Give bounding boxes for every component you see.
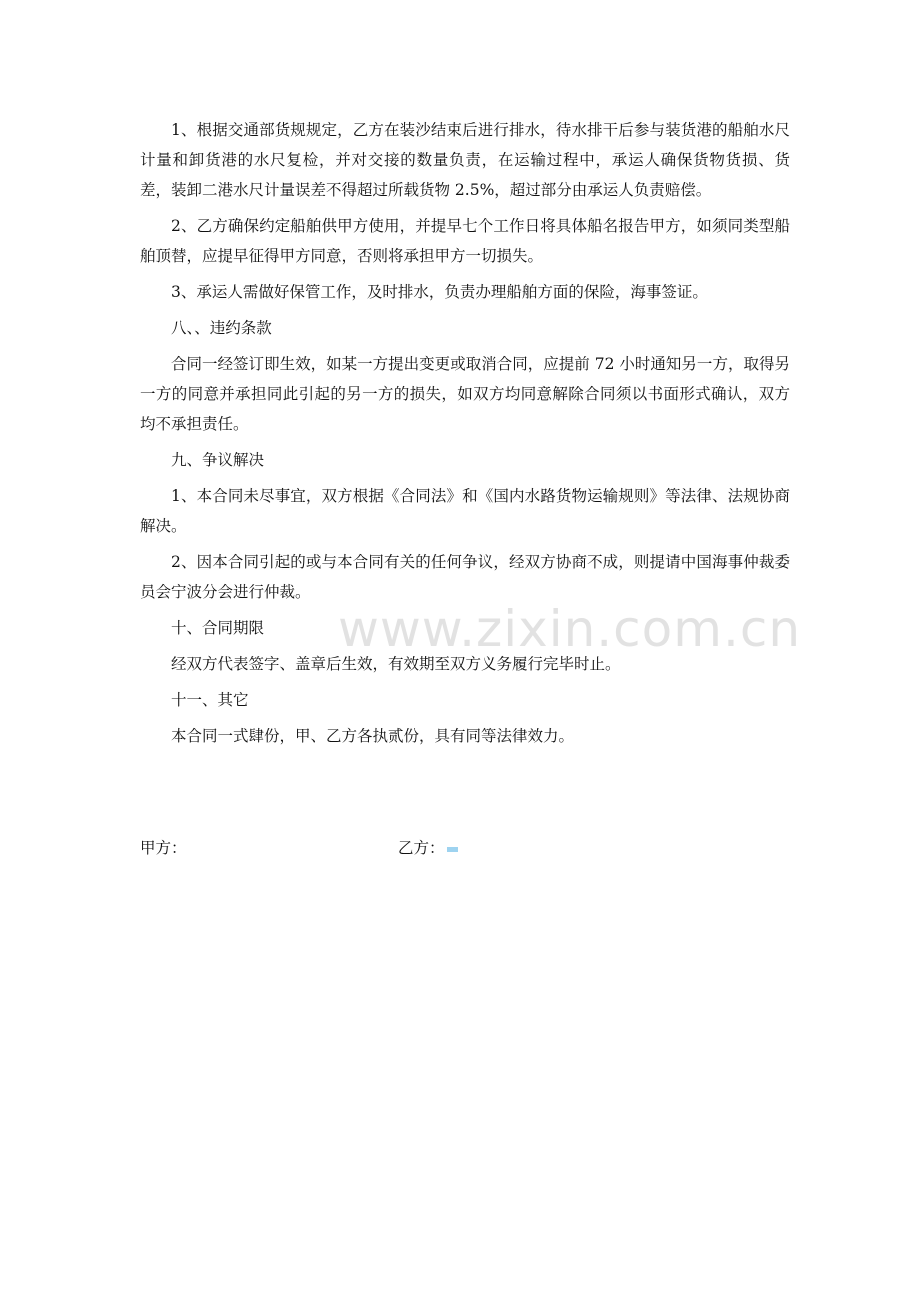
party-a-label: 甲方： <box>140 839 187 857</box>
watermark: www.zixin.com.cn <box>338 600 802 658</box>
party-b-label: 乙方： <box>398 839 445 857</box>
section-heading: 十、合同期限 <box>171 619 265 637</box>
clause-paragraph: 合同一经签订即生效，如某一方提出变更或取消合同，应提前 72 小时通知另一方，取得另一方的同意并承担同此引起的另一方的损失，如双方均同意解除合同须以书面形式确认，双方均不承担责任。 <box>140 355 790 433</box>
clause-paragraph: 3、承运人需做好保管工作，及时排水，负责办理船舶方面的保险，海事签证。 <box>171 283 708 301</box>
clause-paragraph: 本合同一式肆份，甲、乙方各执贰份，具有同等法律效力。 <box>171 727 575 745</box>
section-heading: 九、争议解决 <box>171 451 265 469</box>
clause-paragraph: 2、乙方确保约定船舶供甲方使用，并提早七个工作日将具体船名报告甲方，如须同类型船舶顶替，应提早征得甲方同意，否则将承担甲方一切损失。 <box>140 217 790 265</box>
signature-mark-icon <box>447 847 458 852</box>
document-body <box>140 115 790 757</box>
party-b-block <box>398 833 458 863</box>
clause-paragraph: 经双方代表签字、盖章后生效，有效期至双方义务履行完毕时止。 <box>171 655 621 673</box>
signature-row <box>140 833 790 863</box>
clause-paragraph: 1、本合同未尽事宜，双方根据《合同法》和《国内水路货物运输规则》等法律、法规协商解决。 <box>140 487 790 535</box>
section-heading: 十一、其它 <box>171 691 249 709</box>
section-heading: 八、、违约条款 <box>171 319 272 337</box>
clause-paragraph: 2、因本合同引起的或与本合同有关的任何争议，经双方协商不成，则提请中国海事仲裁委员会宁波分会进行仲裁。 <box>140 553 790 601</box>
clause-paragraph: 1、根据交通部货规规定，乙方在装沙结束后进行排水，待水排干后参与装货港的船舶水尺计量和卸货港的水尺复检，并对交接的数量负责，在运输过程中，承运人确保货物货损、货差，装卸二港水尺计量误差不得超过所载货物 2.5%，超过部分由承运人负责赔偿。 <box>140 121 790 199</box>
